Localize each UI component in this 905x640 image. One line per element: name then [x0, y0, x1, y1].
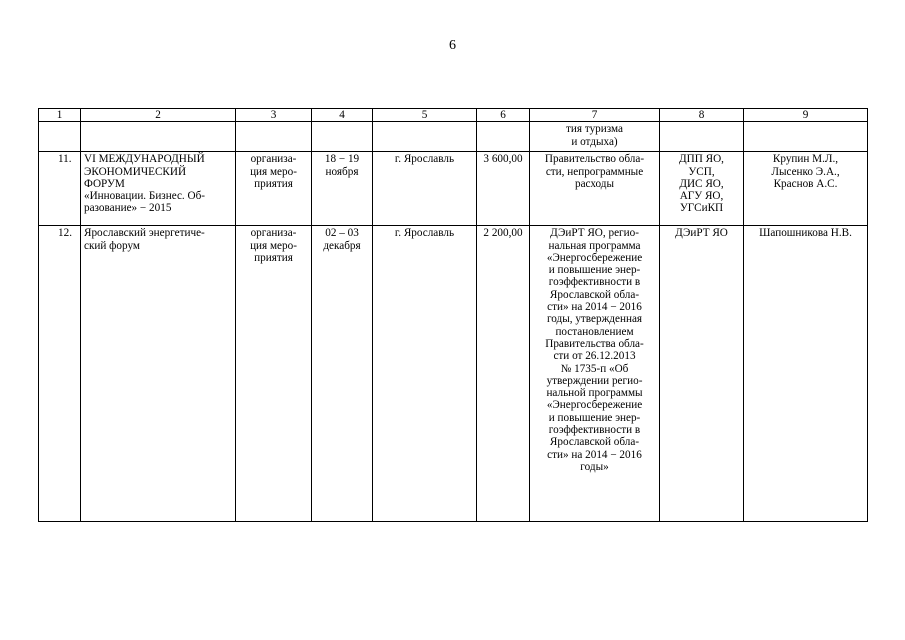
event-dates: 18 − 19 ноября	[312, 152, 373, 226]
header-cell: 8	[660, 109, 744, 122]
event-place: г. Ярославль	[373, 152, 477, 226]
row-number: 11.	[39, 152, 81, 226]
event-dates: 02 – 03 декабря	[312, 226, 373, 522]
event-place: г. Ярославль	[373, 226, 477, 522]
row-number: 12.	[39, 226, 81, 522]
responsible-org: ДЭиРТ ЯО	[660, 226, 744, 522]
page-number: 6	[449, 38, 456, 53]
funding-source: тия туризма и отдыха)	[530, 122, 660, 152]
header-cell: 2	[81, 109, 236, 122]
responsible-person: Шапошникова Н.В.	[744, 226, 868, 522]
row-number	[39, 122, 81, 152]
table-row	[39, 152, 868, 226]
header-cell: 6	[477, 109, 530, 122]
header-cell: 9	[744, 109, 868, 122]
event-name: VI МЕЖДУНАРОДНЫЙ ЭКОНОМИЧЕСКИЙ ФОРУМ «Инновации. Бизнес. Об- разование» − 2015	[81, 152, 236, 226]
event-amount	[477, 122, 530, 152]
event-type	[236, 122, 312, 152]
header-cell: 1	[39, 109, 81, 122]
event-place	[373, 122, 477, 152]
responsible-org	[660, 122, 744, 152]
table-row	[39, 226, 868, 522]
event-name	[81, 122, 236, 152]
header-cell: 7	[530, 109, 660, 122]
responsible-person: Крупин М.Л., Лысенко Э.А., Краснов А.С.	[744, 152, 868, 226]
responsible-org: ДПП ЯО, УСП, ДИС ЯО, АГУ ЯО, УГСиКП	[660, 152, 744, 226]
header-cell: 4	[312, 109, 373, 122]
event-amount: 3 600,00	[477, 152, 530, 226]
header-cell: 5	[373, 109, 477, 122]
header-cell: 3	[236, 109, 312, 122]
table-row	[39, 122, 868, 152]
funding-source: Правительство обла- сти, непрограммные расходы	[530, 152, 660, 226]
events-table	[38, 108, 868, 522]
event-name: Ярославский энергетиче- ский форум	[81, 226, 236, 522]
event-dates	[312, 122, 373, 152]
header-row	[39, 109, 868, 122]
event-type: организа- ция меро- приятия	[236, 226, 312, 522]
funding-source: ДЭиРТ ЯО, регио- нальная программа «Энергосбережение и повышение энер- гоэффективности в Ярославской обла- сти» на 2014 − 2016 годы, утвержденная постановлением Правительства обла- сти от 26.12.2013 № 1735-п «Об утверждении регио- нальной программы «Энергосбережение и повышение энер- гоэффективности в Ярославской обла- сти» на 2014 − 2016 годы»	[530, 226, 660, 522]
responsible-person	[744, 122, 868, 152]
event-amount: 2 200,00	[477, 226, 530, 522]
event-type: организа- ция меро- приятия	[236, 152, 312, 226]
